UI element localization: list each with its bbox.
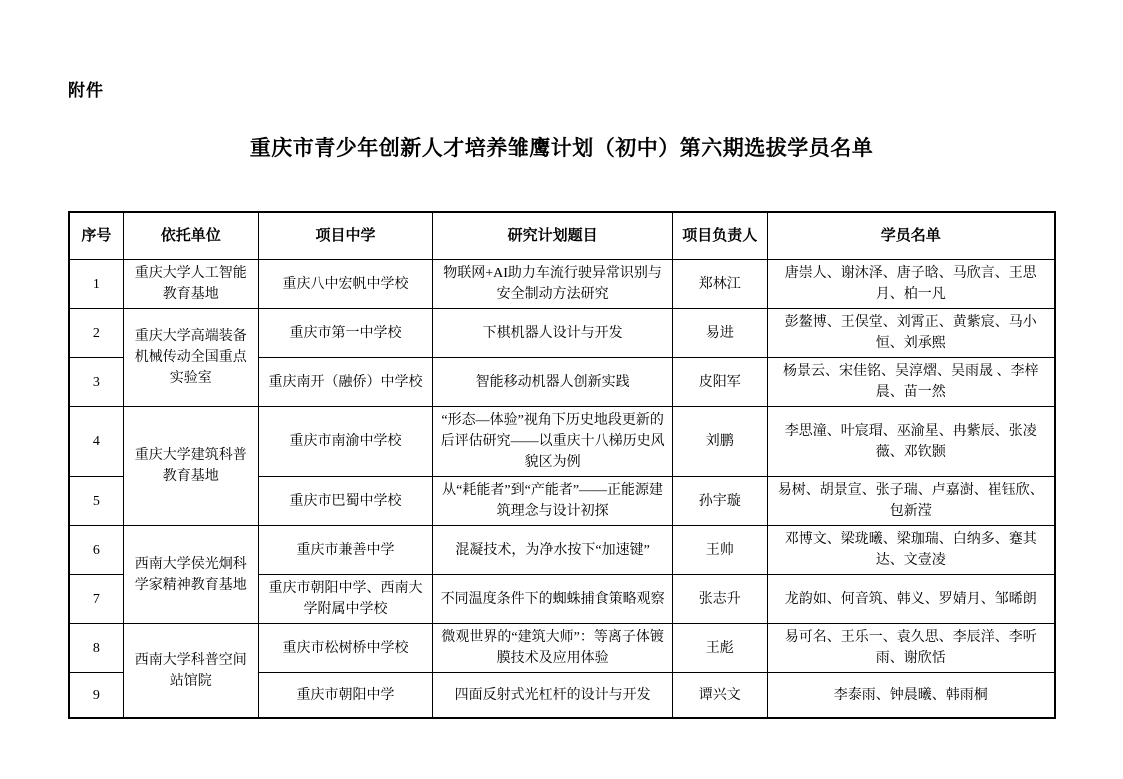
cell-serial: 3 xyxy=(69,358,123,407)
cell-topic: 物联网+AI助力车流行驶异常识别与安全制动方法研究 xyxy=(433,260,673,309)
cell-students: 龙韵如、何音筑、韩义、罗婧月、邹晞朗 xyxy=(767,575,1055,624)
cell-students: 唐崇人、谢沐泽、唐子晗、马欣言、王思月、柏一凡 xyxy=(767,260,1055,309)
cell-students: 杨景云、宋佳铭、吴淳熠、吴雨晟 、李梓晨、苗一然 xyxy=(767,358,1055,407)
attachment-label: 附件 xyxy=(68,81,104,100)
header-cell-leader: 项目负责人 xyxy=(672,212,767,260)
cell-school: 重庆市南渝中学校 xyxy=(258,407,433,477)
cell-serial: 2 xyxy=(69,309,123,358)
cell-serial: 6 xyxy=(69,526,123,575)
cell-leader: 刘鹏 xyxy=(672,407,767,477)
cell-topic: “形态—体验”视角下历史地段更新的后评估研究——以重庆十八梯历史风貌区为例 xyxy=(433,407,673,477)
cell-students: 彭鳌博、王俣堂、刘霄正、黄紫宸、马小恒、刘承熙 xyxy=(767,309,1055,358)
cell-students: 李泰雨、钟晨曦、韩雨桐 xyxy=(767,673,1055,719)
table-row xyxy=(69,624,1055,673)
cell-topic: 下棋机器人设计与开发 xyxy=(433,309,673,358)
table-body xyxy=(69,260,1055,719)
cell-leader: 郑林江 xyxy=(672,260,767,309)
cell-leader: 皮阳军 xyxy=(672,358,767,407)
header-cell-students: 学员名单 xyxy=(767,212,1055,260)
cell-students: 易树、胡景宣、张子瑞、卢嘉澍、崔钰欣、包新滢 xyxy=(767,477,1055,526)
cell-school: 重庆市巴蜀中学校 xyxy=(258,477,433,526)
header-cell-serial: 序号 xyxy=(69,212,123,260)
cell-unit: 重庆大学高端装备机械传动全国重点实验室 xyxy=(123,309,258,407)
cell-students: 李思潼、叶宸瑁、巫渝星、冉紫辰、张凌薇、邓钦颢 xyxy=(767,407,1055,477)
table-container xyxy=(68,211,1056,719)
cell-students: 易可名、王乐一、袁久思、李辰洋、李听雨、谢欣恬 xyxy=(767,624,1055,673)
cell-school: 重庆市朝阳中学、西南大学附属中学校 xyxy=(258,575,433,624)
cell-leader: 王帅 xyxy=(672,526,767,575)
cell-leader: 王彪 xyxy=(672,624,767,673)
cell-leader: 张志升 xyxy=(672,575,767,624)
table-row xyxy=(69,407,1055,477)
header-cell-unit: 依托单位 xyxy=(123,212,258,260)
cell-serial: 4 xyxy=(69,407,123,477)
table-header-row xyxy=(69,212,1055,260)
cell-serial: 1 xyxy=(69,260,123,309)
cell-serial: 9 xyxy=(69,673,123,719)
cell-unit: 西南大学科普空间站馆院 xyxy=(123,624,258,719)
cell-leader: 孙宇璇 xyxy=(672,477,767,526)
cell-topic: 四面反射式光杠杆的设计与开发 xyxy=(433,673,673,719)
table-row xyxy=(69,260,1055,309)
cell-leader: 谭兴文 xyxy=(672,673,767,719)
cell-leader: 易进 xyxy=(672,309,767,358)
cell-serial: 7 xyxy=(69,575,123,624)
cell-topic: 从“耗能者”到“产能者”——正能源建筑理念与设计初探 xyxy=(433,477,673,526)
students-table xyxy=(68,211,1056,719)
cell-school: 重庆八中宏帆中学校 xyxy=(258,260,433,309)
cell-topic: 不同温度条件下的蜘蛛捕食策略观察 xyxy=(433,575,673,624)
cell-topic: 智能移动机器人创新实践 xyxy=(433,358,673,407)
cell-unit: 西南大学侯光炯科学家精神教育基地 xyxy=(123,526,258,624)
cell-students: 邓博文、梁珑曦、梁珈瑞、白纳多、蹇其达、文壹凌 xyxy=(767,526,1055,575)
cell-unit: 重庆大学人工智能教育基地 xyxy=(123,260,258,309)
cell-school: 重庆市朝阳中学 xyxy=(258,673,433,719)
cell-topic: 混凝技术，为净水按下“加速键” xyxy=(433,526,673,575)
cell-unit: 重庆大学建筑科普教育基地 xyxy=(123,407,258,526)
cell-serial: 8 xyxy=(69,624,123,673)
header-cell-school: 项目中学 xyxy=(258,212,433,260)
cell-school: 重庆南开（融侨）中学校 xyxy=(258,358,433,407)
cell-school: 重庆市兼善中学 xyxy=(258,526,433,575)
cell-school: 重庆市松树桥中学校 xyxy=(258,624,433,673)
cell-topic: 微观世界的“建筑大师”：等离子体镀膜技术及应用体验 xyxy=(433,624,673,673)
header-cell-topic: 研究计划题目 xyxy=(433,212,673,260)
cell-serial: 5 xyxy=(69,477,123,526)
cell-school: 重庆市第一中学校 xyxy=(258,309,433,358)
document-title: 重庆市青少年创新人才培养雏鹰计划（初中）第六期选拔学员名单 xyxy=(249,136,874,160)
table-row xyxy=(69,526,1055,575)
table-row xyxy=(69,309,1055,358)
